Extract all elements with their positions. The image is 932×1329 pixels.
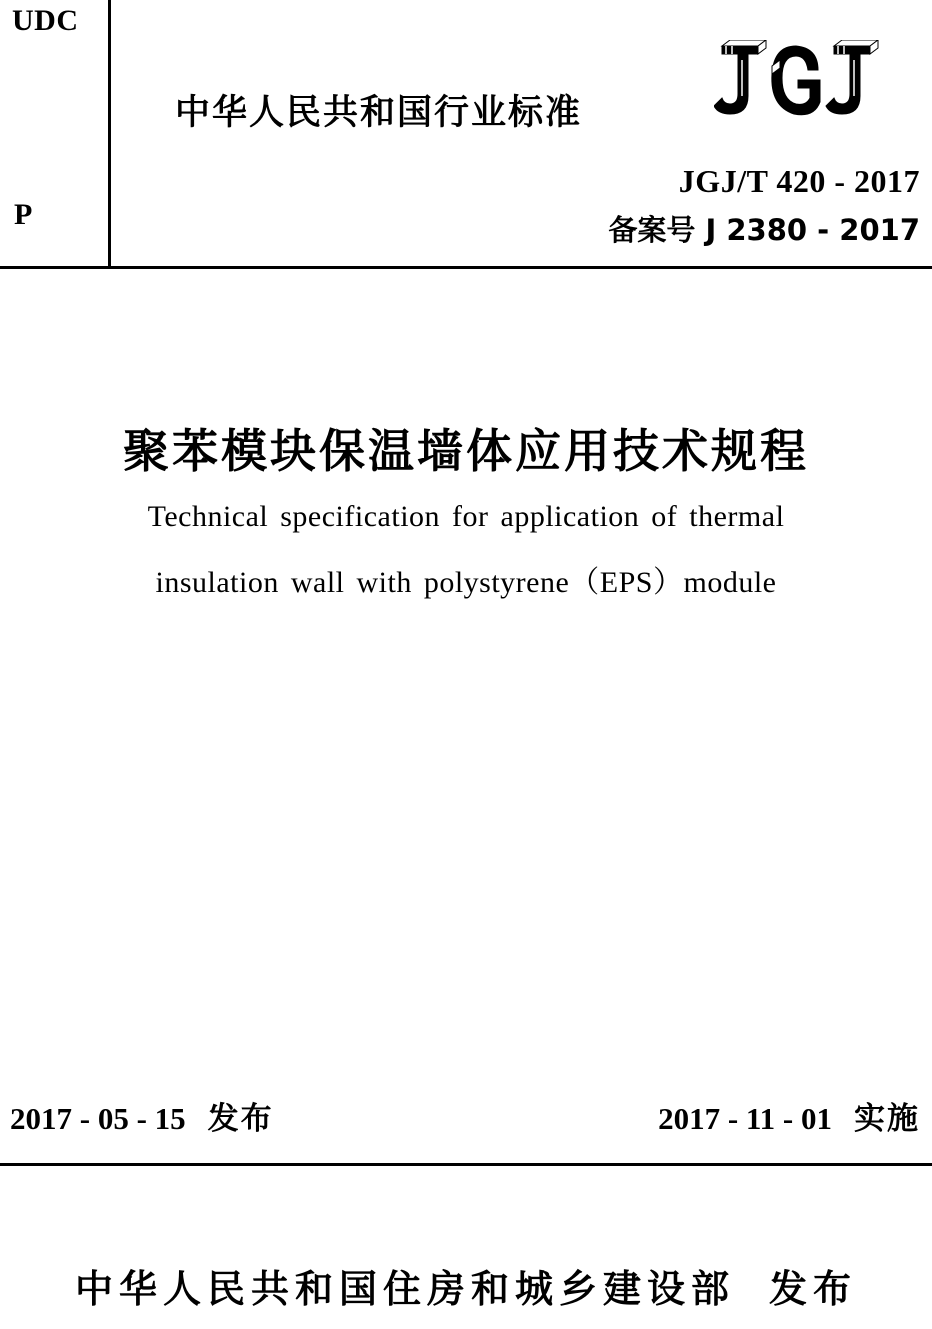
- udc-label: UDC: [12, 4, 79, 37]
- issue-date-block: [10, 1093, 274, 1138]
- page-title-chinese: 聚苯模块保温墙体应用技术规程: [123, 424, 809, 478]
- standard-number: JGJ/T 420 - 2017: [678, 163, 920, 199]
- publisher-block: [0, 1258, 932, 1313]
- effective-date-label: 实施: [854, 1101, 920, 1137]
- header-divider: [0, 266, 932, 269]
- footer-divider: [0, 1163, 932, 1166]
- publisher-name: 中华人民共和国住房和城乡建设部: [74, 1267, 735, 1311]
- page-title-english-line2: insulation wall with polystyrene（EPS）module: [155, 566, 777, 599]
- classification-letter: P: [14, 198, 33, 231]
- issue-date-label: 发布: [207, 1101, 274, 1137]
- page-title-english-line1: Technical specification for application of thermal: [147, 500, 785, 533]
- publisher-verb: 发布: [769, 1267, 858, 1311]
- vertical-divider: [108, 0, 111, 268]
- effective-date: 2017 - 11 - 01: [658, 1101, 832, 1136]
- issue-date: 2017 - 05 - 15: [10, 1101, 186, 1136]
- issuer-line: 中华人民共和国行业标准: [175, 93, 583, 133]
- record-number-prefix: 备案号: [608, 213, 696, 247]
- jgj-logo: [714, 40, 924, 140]
- record-number-value: J 2380 - 2017: [705, 213, 920, 247]
- record-number: [608, 208, 920, 249]
- effective-date-block: [658, 1093, 920, 1138]
